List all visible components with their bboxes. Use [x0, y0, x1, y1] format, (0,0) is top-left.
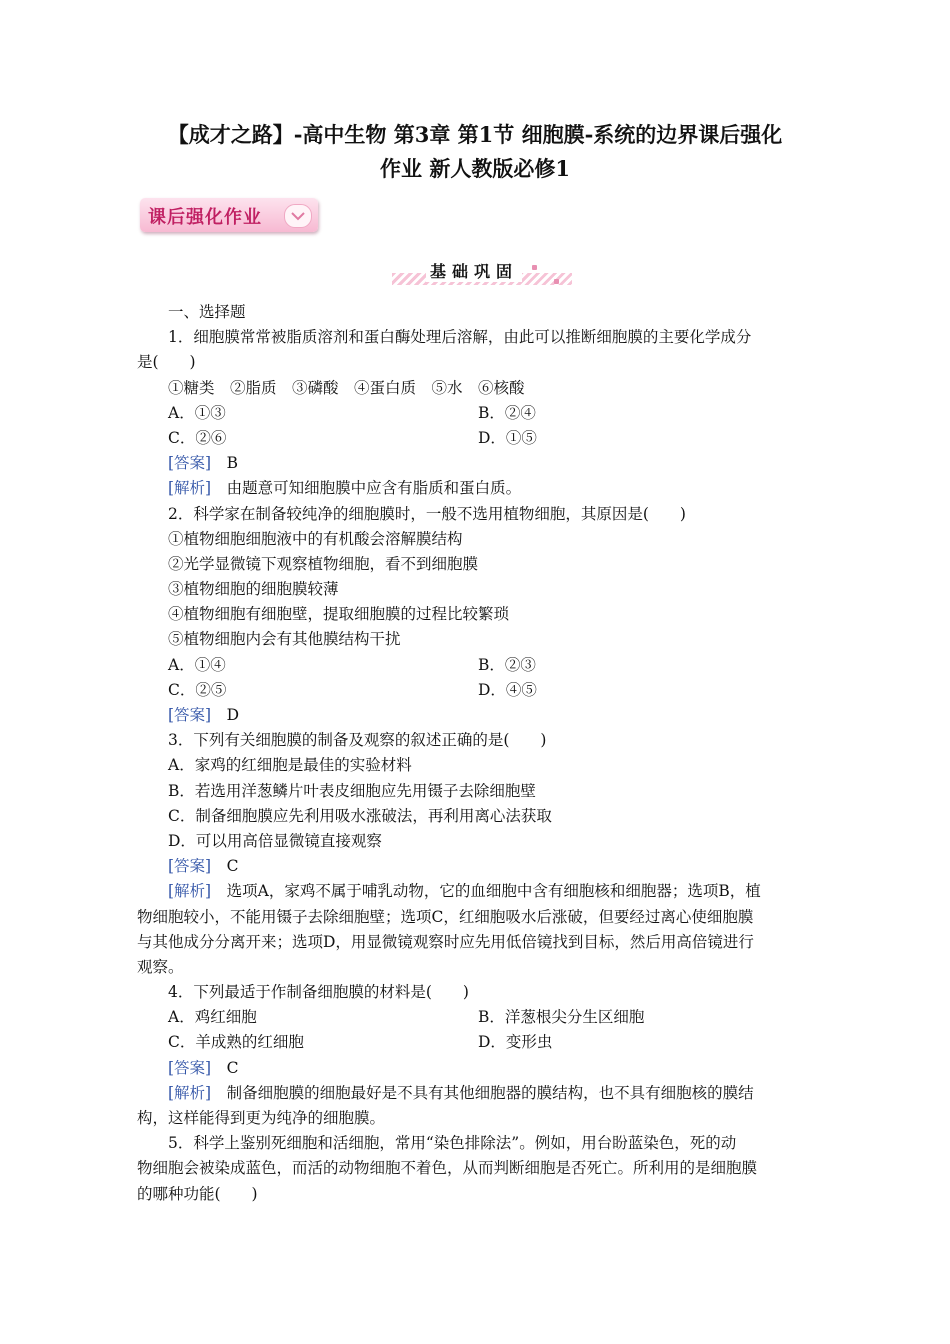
answer-tag: [答案] [168, 857, 212, 876]
part-heading: 一、选择题 [168, 303, 246, 321]
title-line-1: 【成才之路】-高中生物 第3章 第1节 细胞膜-系统的边界课后强化 [167, 122, 783, 147]
q3-answer [137, 854, 817, 879]
q4-stem: 4．下列最适于作制备细胞膜的材料是( ) [168, 983, 469, 1002]
section-header [382, 259, 582, 289]
q3-analysis-2: 物细胞较小，不能用镊子去除细胞壁；选项C，红细胞吸水后涨破，但要经过离心使细胞膜 [137, 907, 754, 926]
q2-option-d: D．④⑤ [478, 680, 537, 699]
q1-option-a: A．①③ [168, 403, 226, 422]
q3-option-d: D．可以用高倍显微镜直接观察 [168, 831, 382, 850]
q1-answer [137, 451, 817, 476]
analysis-tag: [解析] [168, 479, 212, 498]
q2-item-4: ④植物细胞有细胞壁，提取细胞膜的过程比较繁琐 [168, 605, 510, 624]
chevron-down-icon [284, 204, 312, 228]
q3-analysis-3: 与其他成分分离开来；选项D，用显微镜观察时应先用低倍镜找到目标，然后用高倍镜进行 [137, 932, 754, 951]
q2-options-row-1 [137, 653, 817, 678]
q2-option-c: C．②⑤ [168, 680, 227, 699]
q2-item-3: ③植物细胞的细胞膜较薄 [168, 580, 339, 599]
q4-analysis-2: 构，这样能得到更为纯净的细胞膜。 [137, 1109, 386, 1127]
q5-stem-2: 物细胞会被染成蓝色，而活的动物细胞不着色，从而判断细胞是否死亡。所利用的是细胞膜 [137, 1159, 758, 1178]
q3-analysis-text-1: 选项A，家鸡不属于哺乳动物，它的血细胞中含有细胞核和细胞器；选项B，植 [226, 882, 761, 901]
q1-answer-value: B [226, 454, 239, 473]
analysis-tag: [解析] [168, 1083, 212, 1102]
q1-items: ①糖类 ②脂质 ③磷酸 ④蛋白质 ⑤水 ⑥核酸 [168, 378, 525, 397]
q4-analysis-1 [137, 1081, 817, 1106]
q1-option-d: D．①⑤ [478, 428, 537, 447]
q3-option-b: B．若选用洋葱鳞片叶表皮细胞应先用镊子去除细胞壁 [168, 781, 536, 800]
q3-answer-value: C [226, 857, 239, 876]
q2-item-2: ②光学显微镜下观察植物细胞，看不到细胞膜 [168, 554, 479, 573]
q2-answer-value: D [226, 706, 240, 724]
q1-options-row-1 [137, 401, 817, 426]
homework-banner [140, 198, 318, 232]
q1-options-row-2 [137, 426, 817, 451]
q1-option-b: B．②④ [478, 403, 536, 422]
document-body [137, 300, 817, 1207]
section-dot [532, 265, 537, 270]
q2-option-a: A．①④ [168, 655, 226, 674]
q3-option-a: A．家鸡的红细胞是最佳的实验材料 [168, 756, 412, 775]
q4-option-d: D．变形虫 [478, 1033, 553, 1052]
q4-option-a: A．鸡红细胞 [168, 1008, 257, 1027]
section-label: 基础巩固 [426, 259, 522, 282]
q2-answer [137, 703, 817, 728]
q1-stem-2: 是( ) [137, 353, 196, 372]
q3-option-c: C．制备细胞膜应先利用吸水涨破法，再利用离心法获取 [168, 806, 552, 825]
q1-option-c: C．②⑥ [168, 428, 227, 447]
section-dot [554, 279, 559, 284]
q4-analysis-text-1: 制备细胞膜的细胞最好是不具有其他细胞器的膜结构，也不具有细胞核的膜结 [226, 1083, 754, 1102]
banner-label: 课后强化作业 [148, 207, 262, 228]
q1-analysis [137, 476, 817, 501]
q3-analysis-4: 观察。 [137, 957, 184, 976]
q2-stem: 2．科学家在制备较纯净的细胞膜时，一般不选用植物细胞，其原因是( ) [168, 504, 686, 523]
q5-stem-1: 5．科学上鉴别死细胞和活细胞，常用“染色排除法”。例如，用台盼蓝染色，死的动 [168, 1134, 737, 1153]
q3-stem: 3．下列有关细胞膜的制备及观察的叙述正确的是( ) [168, 731, 547, 750]
q5-stem-3: 的哪种功能( ) [137, 1184, 258, 1203]
analysis-tag: [解析] [168, 882, 212, 901]
answer-tag: [答案] [168, 706, 212, 724]
q4-options-row-1 [137, 1005, 817, 1030]
q2-item-5: ⑤植物细胞内会有其他膜结构干扰 [168, 630, 401, 649]
title-line-2: 作业 新人教版必修1 [380, 156, 570, 181]
q2-options-row-2 [137, 678, 817, 703]
q1-analysis-text: 由题意可知细胞膜中应含有脂质和蛋白质。 [226, 479, 522, 498]
q1-stem-1: 1．细胞膜常常被脂质溶剂和蛋白酶处理后溶解，由此可以推断细胞膜的主要化学成分 [168, 328, 752, 347]
q4-answer [137, 1056, 817, 1081]
document-title [130, 118, 820, 186]
q4-option-c: C．羊成熟的红细胞 [168, 1033, 304, 1052]
answer-tag: [答案] [168, 1058, 212, 1077]
q4-answer-value: C [226, 1058, 239, 1077]
q3-analysis-1 [137, 879, 817, 904]
answer-tag: [答案] [168, 454, 212, 473]
q2-option-b: B．②③ [478, 655, 536, 674]
q4-options-row-2 [137, 1030, 817, 1055]
q2-item-1: ①植物细胞细胞液中的有机酸会溶解膜结构 [168, 529, 463, 548]
q4-option-b: B．洋葱根尖分生区细胞 [478, 1008, 645, 1027]
